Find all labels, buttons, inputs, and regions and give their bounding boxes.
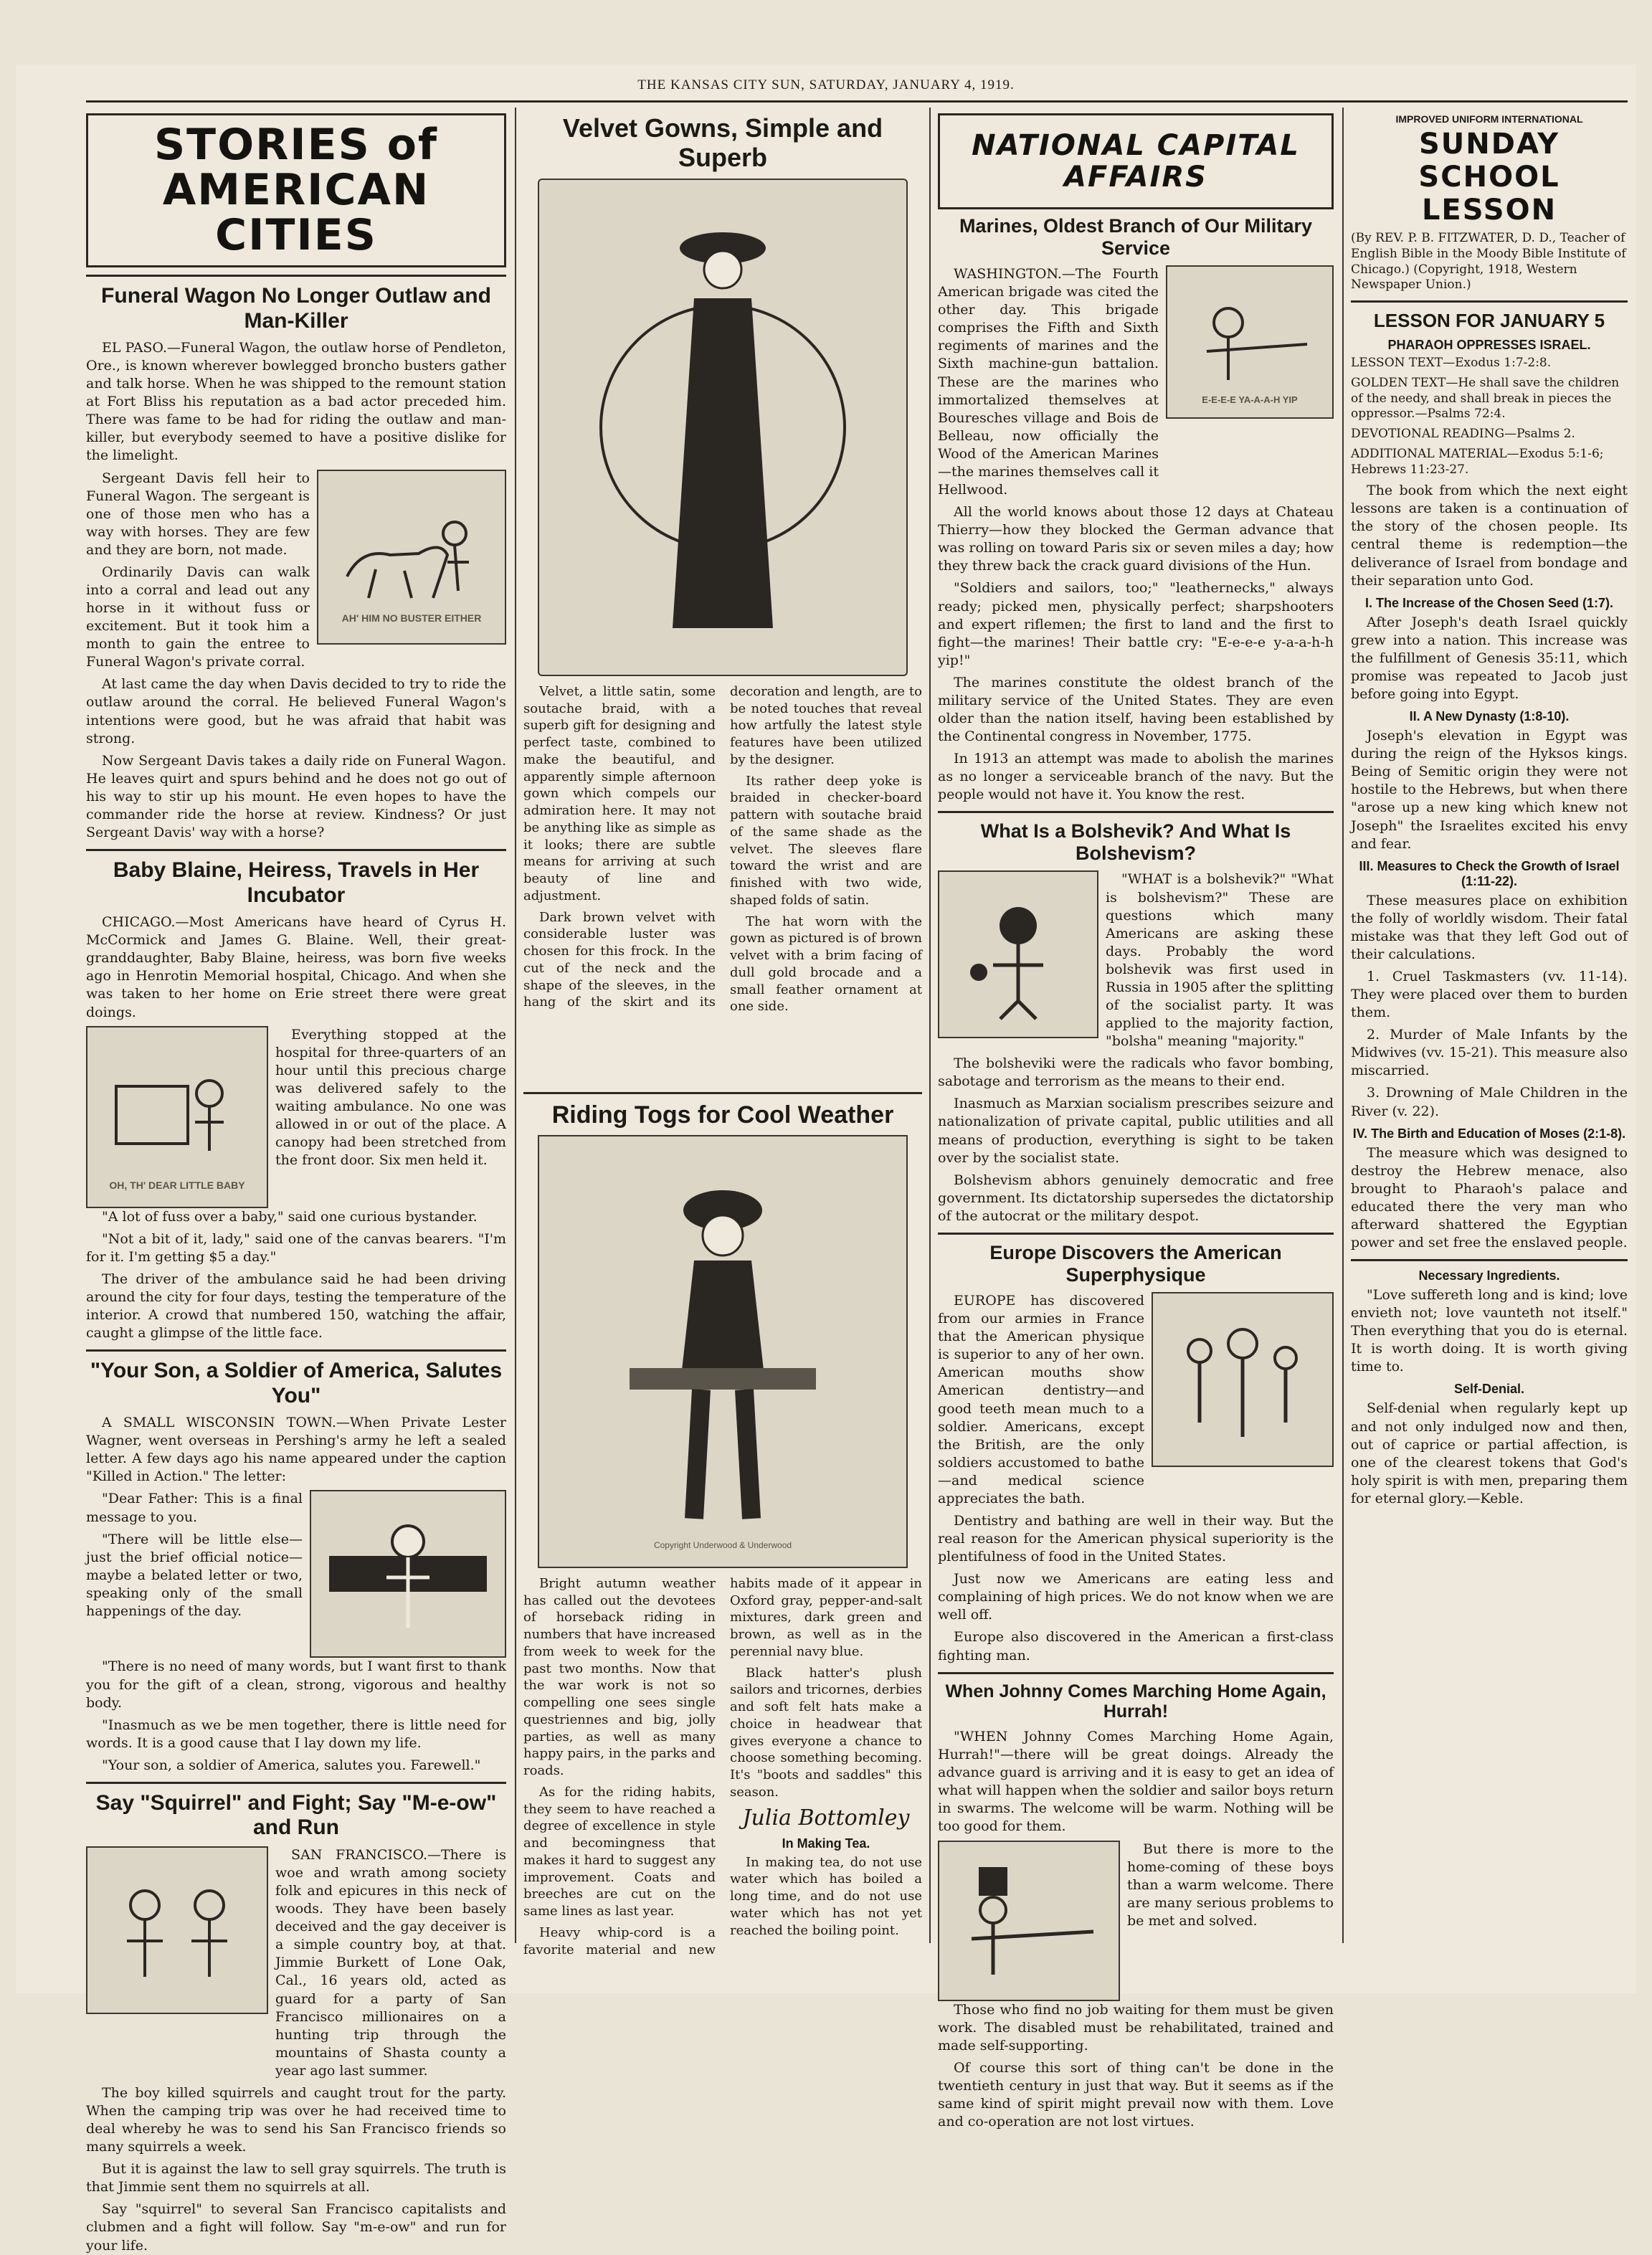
article-paragraph: "There is no need of many words, but I want first to thank you for the gift of a clean, strong, vigorous and healthy body. [86, 1658, 506, 1711]
subhead-necessary-ingredients: Necessary Ingredients. [1418, 1268, 1560, 1283]
article-paragraph: 3. Drowning of Male Children in the River (v. 22). [1351, 1085, 1628, 1119]
author-signature: Julia Bottomley [742, 1805, 910, 1831]
section-heading: III. Measures to Check the Growth of Israel (1:11-22). [1359, 858, 1620, 888]
article-paragraph: "Love suffereth long and is kind; love envieth not; love vaunteth not itself." Then everything that you do is eternal. It is worth doing. It is worth giving time to. [1351, 1287, 1628, 1375]
headline-squirrel: Say "Squirrel" and Fight; Say "M-e-ow" and Run [95, 1790, 497, 1840]
headline-velvet-gowns: Velvet Gowns, Simple and Superb [562, 113, 883, 173]
article-paragraph: "There will be little else—just the brief official notice—maybe a belated letter or two, speaking only of the small happenings of the day. [86, 1531, 303, 1619]
cartoon-squirrel-illustration [86, 1846, 268, 2014]
section-rule [938, 1672, 1334, 1674]
article-paragraph: After Joseph's death Israel quickly grew into a nation. This increase was the fulfillment of Genesis 35:11, which promise was repeated to Jacob just before going into Egypt. [1351, 614, 1628, 703]
article-paragraph: EL PASO.—Funeral Wagon, the outlaw horse of Pendleton, Ore., is known wherever bowlegged broncho busters gather and talk horse. When he was shipped to the remount station at Fort Bliss his reputation as a bad actor preceded him. There was fame to be had for riding the outlaw and man-killer, but everybody seemed to have a positive dislike for the limelight. [86, 340, 506, 464]
headline-johnny-comes-home: When Johnny Comes Marching Home Again, Hurrah! [945, 1681, 1326, 1722]
bolshevik-icon [950, 886, 1086, 1022]
soldier-icon [322, 1506, 494, 1642]
golden-text: GOLDEN TEXT—He shall save the children of the needy, and shall break in pieces the oppressor.—Psalms 72:4. [1351, 375, 1620, 422]
article-paragraph: "WHEN Johnny Comes Marching Home Again, Hurrah!"—there will be great doings. Already the advance guard is arriving and it is easy to get an idea of what will happen when the soldier and sailor boys return in swarms. The welcome will be warm. Nothing will be too good for them. [938, 1729, 1334, 1835]
section-heading: IV. The Birth and Education of Moses (2:1-8). [1352, 1126, 1626, 1141]
article-paragraph: "A lot of fuss over a baby," said one curious bystander. [102, 1208, 478, 1225]
column-divider [1342, 108, 1344, 1943]
speech-bubble: AH' HIM NO BUSTER EITHER [341, 612, 482, 624]
article-paragraph: "WHAT is a bolshevik?" "What is bolshevism?" These are questions which many Americans are asking these days. Probably the word bolshevik was first used in Russia in 1905 after the splitting of the socialist party. It was applied to the majority faction, "bolsha" meaning "majority." [1106, 871, 1334, 1050]
section-rule [86, 849, 506, 851]
article-paragraph: The bolsheviki were the radicals who favor bombing, sabotage and terrorism as the means to their end. [938, 1055, 1334, 1090]
folio-line: THE KANSAS CITY SUN, SATURDAY, JANUARY 4, 1919. [637, 77, 1015, 92]
article-paragraph: EUROPE has discovered from our armies in France that the American physique is superior to any of her own. American mouths show American dentistry—and good teeth mean much to a soldier. Americans, except the British, are the only soldiers accustomed to bathe—and medical science appreciates the bath. [938, 1293, 1144, 1506]
article-paragraph: The measure which was designed to destroy the Hebrew menace, also brought to Pharaoh's palace and educated there the very man who afterward shattered the Egyptian power and set free the enslaved people. [1351, 1144, 1628, 1250]
article-paragraph: Joseph's elevation in Egypt was during the reign of the Hyksos kings. Being of Semitic origin they were not hostile to the Hebrews, but when there "arose up a new king which knew not Joseph" the Israelites excited his envy and fear. [1351, 728, 1628, 852]
headline-bolshevik: What Is a Bolshevik? And What Is Bolshevism? [980, 820, 1291, 865]
article-paragraph: Those who find no job waiting for them must be given work. The disabled must be rehabilitated, trained and made self-supporting. [938, 2001, 1334, 2054]
riding-habit-illustration [538, 1135, 908, 1568]
top-rule [86, 100, 1628, 103]
squirrel-icon [102, 1862, 252, 1998]
section-rule [86, 275, 506, 277]
article-paragraph: As for the riding habits, they seem to have reached a degree of excellence in style and becomingness that makes it hard to suggest any improvement. Coats and breeches are cut on the same lines as last year. [523, 1784, 716, 1919]
section-rule [86, 1782, 506, 1784]
article-paragraph: Say "squirrel" to several San Francisco capitalists and clubmen and a fight will follow. Say "m-e-ow" and run for your life. [86, 2201, 506, 2254]
article-paragraph: Self-denial when regularly kept up and not only indulged now and then, out of caprice or partial affection, is one of the clearest tokens that God's holy spirit is with men, preparing them for eternal glory.—Keble. [1351, 1400, 1628, 1506]
sunday-school-masthead: SUNDAY SCHOOL [1418, 128, 1560, 194]
devotional-reading: DEVOTIONAL READING—Psalms 2. [1351, 427, 1575, 441]
article-paragraph: Bright autumn weather has called out the devotees of horseback riding in numbers that have increased from week to week for the past two months. Now that the war work is not so compelling one sees single questriennes and big, jolly parties, as well as many happy pairs, in the parks and roads. [523, 1575, 716, 1779]
section-heading: I. The Increase of the Chosen Seed (1:7). [1364, 595, 1614, 610]
lesson-text: LESSON TEXT—Exodus 1:7-2:8. [1351, 356, 1552, 370]
stories-masthead: STORIES of AMERICAN CITIES [86, 113, 506, 267]
lesson-date: LESSON FOR JANUARY 5 [1373, 310, 1605, 331]
article-paragraph: WASHINGTON.—The Fourth American brigade was cited the other day. This brigade comprises the Fifth and Sixth regiments of marines and the Sixth machine-gun battalion. These are the marines who immortalized themselves at Bouresches village and Bois de Belleau, now officially the Wood of the American Marines—the marines themselves call it Hellwood. [938, 266, 1159, 498]
article-paragraph: Black hatter's plush sailors and tricornes, derbies and soft felt hats make a choice in headwear that gives everyone a chance to choose something becoming. It's "boots and saddles" this season. [730, 1665, 922, 1800]
headline-funeral-wagon: Funeral Wagon No Longer Outlaw and Man-Killer [101, 284, 491, 333]
article-paragraph: The hat worn with the gown as pictured is of brown velvet with a brim facing of dull gold brocade and a small feather ornament at one side. [730, 913, 922, 1015]
article-paragraph: The boy killed squirrels and caught trout for the party. When the camping trip was over he had received time to deal whereby he was to send his San Francisco friends so many squirrels a week. [86, 2084, 506, 2155]
article-paragraph: But it is against the law to sell gray squirrels. The truth is that Jimmie sent them no squirrels at all. [86, 2161, 506, 2195]
cartoon-incubator-illustration [86, 1026, 268, 1208]
section-rule [86, 1349, 506, 1352]
section-rule [938, 1233, 1334, 1235]
article-paragraph: SAN FRANCISCO.—There is woe and wrath among society folk and epicures in this neck of woods. They have been basely deceived and the gay deceiver is a simple country boy, at that. Jimmie Burkett of Lone Oak, Cal., 16 years old, acted as guard for a party of San Francisco millionaires on a hunting trip through the mountains of Shasta county a year ago last summer. [275, 1846, 506, 2079]
woman-in-gown-icon [587, 198, 859, 657]
article-paragraph: All the world knows about those 12 days at Chateau Thierry—how they blocked the German advance that was rolling on toward Paris six or seven miles a day; how they threw back the crack guard divisions of the Hun. [938, 504, 1334, 574]
article-paragraph: Heavy whip-cord is a favorite material and new habits made of it appear in Oxford gray, pepper-and-salt mixtures, dark green and brown, as well as in the perennial navy blue. [523, 1575, 922, 1957]
article-paragraph: "Dear Father: This is a final message to you. [86, 1491, 303, 1525]
section-rule [523, 1092, 922, 1094]
article-paragraph: Europe also discovered in the American a first-class fighting man. [938, 1629, 1334, 1663]
column-divider [929, 108, 931, 1943]
headline-baby-blaine: Baby Blaine, Heiress, Travels in Her Incubator [113, 858, 480, 907]
headline-riding-togs: Riding Togs for Cool Weather [551, 1101, 894, 1129]
article-paragraph: Everything stopped at the hospital for three-quarters of an hour until this precious charge was delivered safely to the waiting ambulance. No one was allowed in or out of the place. A canopy had been stretched from the front door. Six men held it. [275, 1026, 506, 1169]
article-paragraph: Dentistry and bathing are well in their way. But the real reason for the American physical superiority is the plentifulness of food in the United States. [938, 1512, 1334, 1565]
subhead-self-denial: Self-Denial. [1453, 1382, 1525, 1397]
article-paragraph: Velvet, a little satin, some soutache braid, with a superb gift for designing and perfect taste, combined to make the beautiful, and apparently simple afternoon gown which compels our admiration here. It may not be anything like as simple as it looks; there are subtle means for arriving at such beauty of line and adjustment. [523, 683, 716, 903]
woman-riding-habit-icon [587, 1153, 859, 1540]
cartoon-soldiers-illustration [1152, 1292, 1334, 1467]
article-paragraph: 1. Cruel Taskmasters (vv. 11-14). They were placed over them to burden them. [1351, 968, 1628, 1021]
article-paragraph: These measures place on exhibition the folly of worldly wisdom. Their fatal mistake was that they left God out of their calculations. [1351, 892, 1628, 962]
article-paragraph: "Inasmuch as we be men together, there is little need for words. It is a good cause that I lay down my life. [86, 1717, 506, 1751]
cartoon-soldier-salute-illustration [310, 1490, 506, 1658]
article-paragraph: Just now we Americans are eating less and complaining of high prices. We do not know when we are well off. [938, 1571, 1334, 1623]
article-paragraph: Dark brown velvet with considerable luster was chosen for this frock. In the cut of the neck and the shape of the sleeves, in the hang of the skirt and its decoration and length, are to be noted touches that reveal how artfully the latest style features have been utilized by the designer. [523, 683, 922, 1010]
article-paragraph: Ordinarily Davis can walk into a corral and lead out any horse in it without fuss or excitement. But it took him a month to gain the entree to Funeral Wagon's private corral. [86, 564, 310, 670]
article-paragraph: Its rather deep yoke is braided in checker-board pattern with soutache braid of the same shade as the velvet. The sleeves flare toward the wrist and are finished with two wide, shaped folds of satin. [730, 773, 922, 908]
uncle-sam-icon [950, 1853, 1108, 1989]
article-paragraph: "Not a bit of it, lady," said one of the canvas bearers. "I'm for it. I'm getting $5 a day." [86, 1230, 506, 1265]
column-national-affairs [938, 108, 1334, 2130]
article-paragraph: The marines constitute the oldest branch of the military service of the United States. They are even older than the nation itself, having been established by the Continental congress in November, 1775. [938, 674, 1334, 745]
marine-icon [1178, 280, 1321, 394]
velvet-gown-illustration [538, 179, 908, 676]
article-paragraph: Inasmuch as Marxian socialism prescribes seizure and nationalization of private capital, public utilities and all means of production, everything is sight to be taken over by the socialist state. [938, 1096, 1334, 1166]
article-paragraph: A SMALL WISCONSIN TOWN.—When Private Lester Wagner, went overseas in Pershing's army he left a sealed letter. A few days ago his name appeared under the caption "Killed in Action." The letter: [86, 1415, 506, 1485]
article-paragraph: 2. Murder of Male Infants by the Midwives (vv. 15-21). This measure also miscarried. [1351, 1027, 1628, 1079]
headline-marines: Marines, Oldest Branch of Our Military Service [959, 215, 1313, 260]
article-paragraph: "Soldiers and sailors, too;" "leathernecks," always ready; picked men, physically perfect; sharpshooters and expert riflemen; the first to land and the first to fight—the marines! Their battle cry: "E-e-e-e y-a-a-h-h yip!" [938, 580, 1334, 668]
section-heading: II. A New Dynasty (1:8-10). [1409, 709, 1570, 724]
article-paragraph: In making tea, do not use water which has boiled a long time, and do not use water which has not yet reached the boiling point. [730, 1854, 922, 1938]
article-paragraph: "Your son, a soldier of America, salutes you. Farewell." [102, 1757, 481, 1773]
cartoon-horse-illustration [317, 470, 506, 645]
section-rule [1351, 1259, 1628, 1261]
cartoon-bolshevik-illustration [938, 870, 1098, 1038]
byline: (By REV. P. B. FITZWATER, D. D., Teacher of English Bible in the Moody Bible Institute of Chicago.) (Copyright, 1918, Western Newspaper Union.) [1351, 231, 1626, 293]
headline-superphysique: Europe Discovers the American Superphysique [989, 1241, 1282, 1286]
section-rule [1351, 300, 1628, 303]
speech-bubble: OH, TH' DEAR LITTLE BABY [109, 1179, 245, 1191]
soldiers-icon [1164, 1308, 1321, 1451]
section-rule [938, 811, 1334, 813]
national-capital-masthead: NATIONAL CAPITAL AFFAIRS [938, 113, 1334, 209]
subhead-making-tea: In Making Tea. [782, 1836, 870, 1851]
article-paragraph: But there is more to the home-coming of these boys than a warm welcome. There are many serious problems to be met and solved. [1127, 1841, 1334, 1929]
horse-icon [333, 490, 490, 612]
column-divider [515, 108, 516, 1943]
cartoon-uncle-sam-illustration [938, 1841, 1120, 2001]
lesson-title: PHARAOH OPPRESSES ISRAEL. [1387, 338, 1591, 352]
lesson-masthead: LESSON [1421, 194, 1557, 227]
incubator-icon [102, 1043, 252, 1179]
article-paragraph: In 1913 an attempt was made to abolish the marines as no longer a serviceable branch of the navy. But the people would not have it. You know the rest. [938, 751, 1334, 803]
cartoon-marine-illustration [1166, 265, 1334, 419]
article-paragraph: The driver of the ambulance said he had been driving around the city for four days, testing the temperature of the interior. A crowd that numbered 150, watching the affair, caught a glimpse of the little face. [86, 1271, 506, 1342]
headline-your-son: "Your Son, a Soldier of America, Salutes You" [90, 1359, 503, 1407]
article-paragraph: Of course this sort of thing can't be done in the twentieth century in just that way. But it seems as if the same kind of spirit might prevail now with them. Love and co-operation are not lost virtues. [938, 2059, 1334, 2130]
article-paragraph: Sergeant Davis fell heir to Funeral Wagon. The sergeant is one of those men who has a way with horses. They are few and they are born, not made. [86, 470, 310, 558]
additional-material: ADDITIONAL MATERIAL—Exodus 5:1-6; Hebrews 11:23-27. [1351, 446, 1604, 477]
article-paragraph: CHICAGO.—Most Americans have heard of Cyrus H. McCormick and James G. Blaine. Well, their great-granddaughter, Baby Blaine, heiress, was born five weeks ago in Henrotin Memorial hospital, Chicago. And when she was taken to her home on Erie street there were great doings. [86, 914, 506, 1020]
article-paragraph: Bolshevism abhors genuinely democratic and free government. Its dictatorship supersedes the dictatorship of the autocrat or the military despot. [938, 1172, 1334, 1224]
speech-bubble: E-E-E-E YA-A-A-H YIP [1202, 394, 1298, 405]
column-stories [86, 108, 506, 2254]
article-paragraph: At last came the day when Davis decided to try to ride the outlaw around the corral. He believed Funeral Wagon's intentions were good, but he was afraid that habit was strong. [86, 676, 506, 746]
article-paragraph: Now Sergeant Davis takes a daily ride on Funeral Wagon. He leaves quirt and spurs behind and he does not go out of his way to stir up his mount. He even hopes to have the commander ride the horse at review. Kindness? Or just Sergeant Davis' way with a horse? [86, 752, 506, 841]
column-fashion [523, 108, 922, 1957]
photo-copyright: Copyright Underwood & Underwood [653, 1539, 792, 1550]
column-sunday-school [1351, 108, 1628, 1943]
article-paragraph: The book from which the next eight lessons are taken is a continuation of the story of the chosen people. Its central theme is redemption—the deliverance of Israel from bondage and their separation unto God. [1351, 483, 1628, 589]
kicker: IMPROVED UNIFORM INTERNATIONAL [1395, 113, 1583, 125]
